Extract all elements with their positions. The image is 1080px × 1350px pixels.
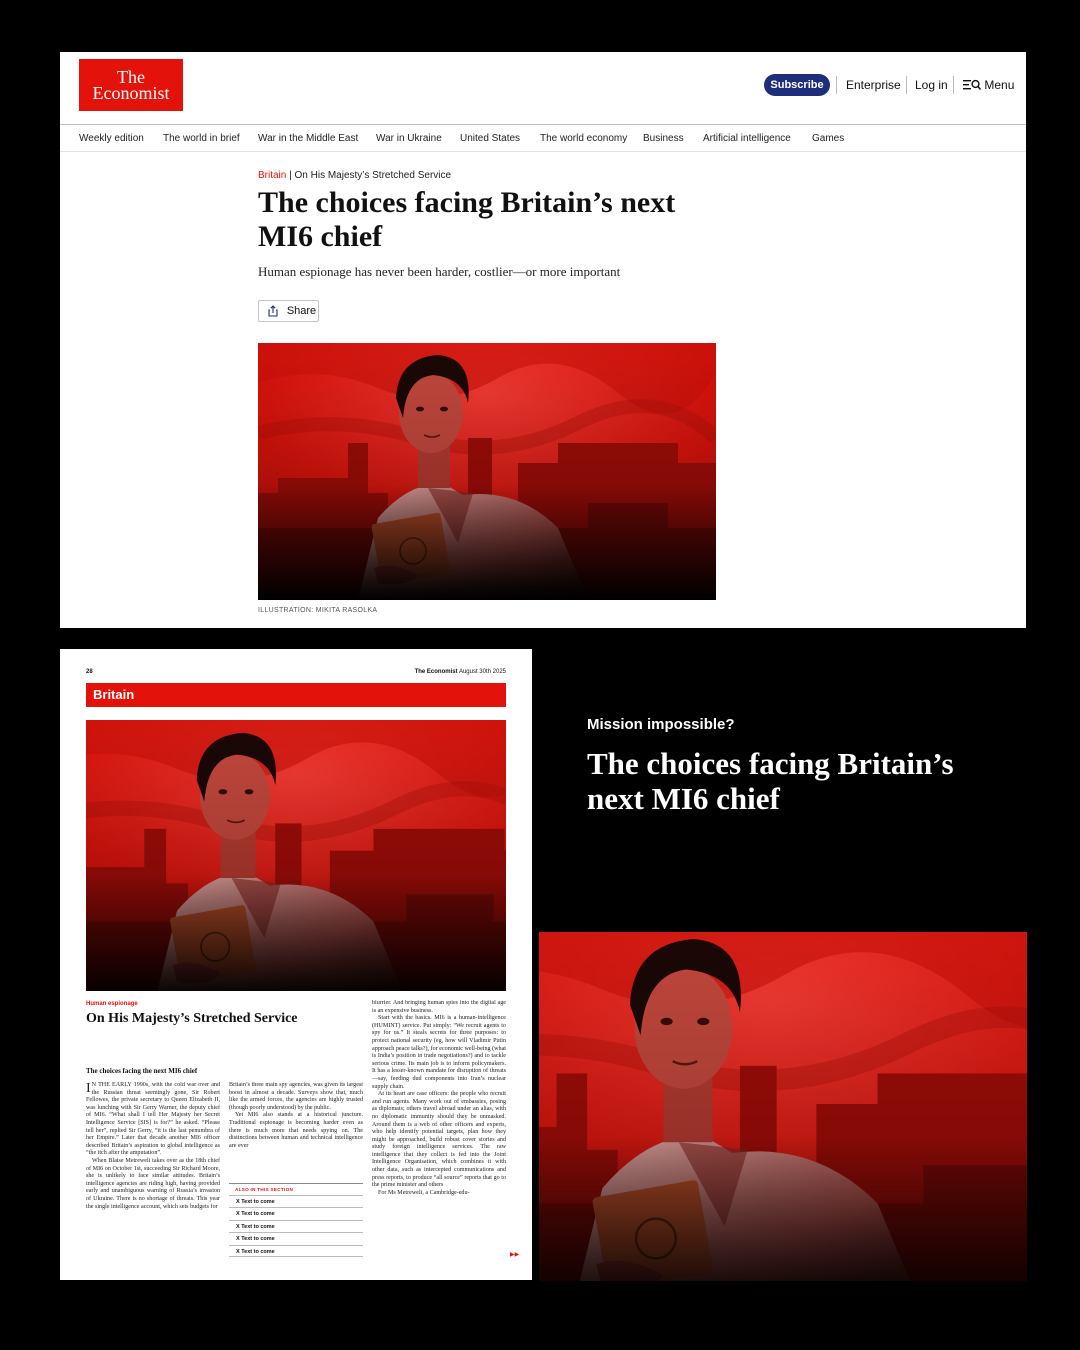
paragraph [86, 1082, 220, 1158]
also-item[interactable]: X Text to come [229, 1195, 363, 1207]
series-title: On His Majesty’s Stretched Service [294, 170, 452, 181]
print-page-panel [60, 649, 532, 1280]
web-article-panel [60, 52, 1026, 628]
article-headline: The choices facing Britain’s next MI6 chief [258, 186, 676, 253]
enterprise-link[interactable]: Enterprise [846, 78, 901, 92]
nav-world-economy[interactable]: The world economy [540, 133, 628, 144]
print-column-1 [86, 1082, 220, 1274]
section-link[interactable]: Britain [258, 170, 287, 181]
paragraph: blurrier. And bringing human spies into the digital age is an expensive business. [372, 1000, 506, 1014]
social-headline: The choices facing Britain’s next MI6 chief [587, 746, 954, 816]
share-icon [267, 305, 279, 317]
also-heading: ALSO IN THIS SECTION [229, 1183, 363, 1195]
nav-ukraine[interactable]: War in Ukraine [376, 133, 442, 144]
paragraph: Yet MI6 also stands at a historical juncture. Traditional espionage is becoming harder even as there is much more that needs spying on. The distinctions between human and technical intelligence are ever [229, 1112, 363, 1149]
also-item[interactable]: X Text to come [229, 1207, 363, 1219]
menu-label: Menu [984, 78, 1015, 92]
menu-button[interactable] [963, 78, 1014, 92]
hero-illustration [258, 343, 716, 600]
nav-world-in-brief[interactable]: The world in brief [163, 133, 240, 144]
logo-line-1: The [117, 67, 145, 87]
nav-united-states[interactable]: United States [460, 133, 521, 144]
header-divider [836, 76, 837, 94]
print-headline: On His Majesty’s Stretched Service [86, 1011, 298, 1026]
print-rubric: The choices facing the next MI6 chief [86, 1067, 198, 1075]
print-column-2 [229, 1082, 363, 1186]
share-button[interactable] [258, 300, 319, 322]
also-item[interactable]: X Text to come [229, 1220, 363, 1232]
also-item[interactable]: X Text to come [229, 1245, 363, 1257]
login-link[interactable]: Log in [915, 78, 948, 92]
economist-logo[interactable] [79, 59, 183, 111]
site-header [60, 52, 1026, 125]
section-banner: Britain [86, 683, 506, 707]
print-flytitle: Human espionage [86, 1001, 138, 1007]
search-menu-icon [963, 79, 981, 91]
also-in-section-box [229, 1183, 363, 1257]
header-divider [953, 76, 954, 94]
paragraph: For Ms Metreweli, a Cambridge-edu- [378, 1189, 470, 1196]
article-kicker: Britain | On His Majesty’s Stretched Service [258, 170, 452, 181]
share-label: Share [286, 305, 317, 317]
article-standfirst: Human espionage has never been harder, costlier—or more important [258, 264, 621, 279]
header-divider [906, 76, 907, 94]
print-column-3 [372, 1000, 506, 1258]
paragraph-text: N THE EARLY 1990s, with the cold war over and the Russian threat seemingly gone, Sir Robert Fellowes, the private secretary to Queen Elizabeth II, was lunching with Sir Gerry Warner, the deputy chief of MI6. “What shall I tell Her Majesty her Secret Intelligence Service [SIS] is for?” he asked. “Please tell her”, replied Sir Gerry, “it is the last penumbra of her Empire.” Later that decade another MI6 officer described Britain’s aspiration to global intelligence as “the itch after the amputation”. [86, 1082, 220, 1157]
continue-arrow-icon: ▶▶ [510, 1252, 520, 1258]
nav-games[interactable]: Games [812, 133, 845, 144]
print-illustration [86, 720, 506, 991]
logo-line-2: Economist [92, 83, 170, 103]
paragraph: When Blaise Metreweli takes over as the 18th chief of MI6 on October 1st, succeeding Sir Richard Moore, she is unlikely to face similar attitudes. Britain’s intelligence agencies are riding high, having provided early and unambiguous warning of Russia’s invasion of Ukraine. There is no shortage of threats. This year the single intelligence account, which sets budgets for [86, 1157, 220, 1210]
nav-middle-east[interactable]: War in the Middle East [258, 133, 359, 144]
page-masthead [415, 669, 506, 675]
drop-cap: I [86, 1082, 91, 1096]
illustration-credit: ILLUSTRATION: MIKITA RASOLKA [258, 607, 378, 614]
page-number: 28 [86, 669, 93, 675]
paragraph: At its heart are case officers: the people who recruit and run agents. Many work out of embassies, posing as diplomats; others travel abroad under an alias, with no diplomatic immunity should they be unmasked. Around them is a web of other officers and experts, who help identify potential targets, plan how they might be approached, build robust cover stories and study foreign intelligence services. The raw intelligence that they collect is fed into the Joint Intelligence Organisation, which combines it with other data, such as intercepted communications and press reports, to produce “all source” reports that go to the prime minister and others [372, 1091, 506, 1189]
subscribe-button[interactable]: Subscribe [764, 74, 830, 96]
nav-ai[interactable]: Artificial intelligence [703, 133, 791, 144]
nav-weekly-edition[interactable]: Weekly edition [79, 133, 144, 144]
nav-business[interactable]: Business [643, 133, 684, 144]
social-illustration [539, 932, 1027, 1281]
masthead-title: The Economist [414, 669, 458, 675]
paragraph: Britain’s three main spy agencies, was given its largest boost in almost a decade. Surveys show that, much like the armed forces, the agencies are highly trusted (though poorly understood) by the public. [229, 1082, 363, 1111]
masthead-date: August 30th 2025 [458, 669, 506, 675]
paragraph: Start with the basics. MI6 is a human-intelligence (HUMINT) service. Put simply: “We recruit agents to spy for us.” It steals secrets for three purposes: to protect national security (eg, how will Vladimir Putin approach peace talks?), for economic well-being (what is India’s position in trade negotiations?) and to tackle serious crime. Its main job is to inform policymakers. It has a lesser-known mandate for disruption of threats—say, feeding dud components into Iran’s nuclear supply chain. [372, 1015, 506, 1090]
social-kicker: Mission impossible? [587, 716, 735, 733]
also-item[interactable]: X Text to come [229, 1232, 363, 1244]
topic-nav [60, 126, 1026, 152]
